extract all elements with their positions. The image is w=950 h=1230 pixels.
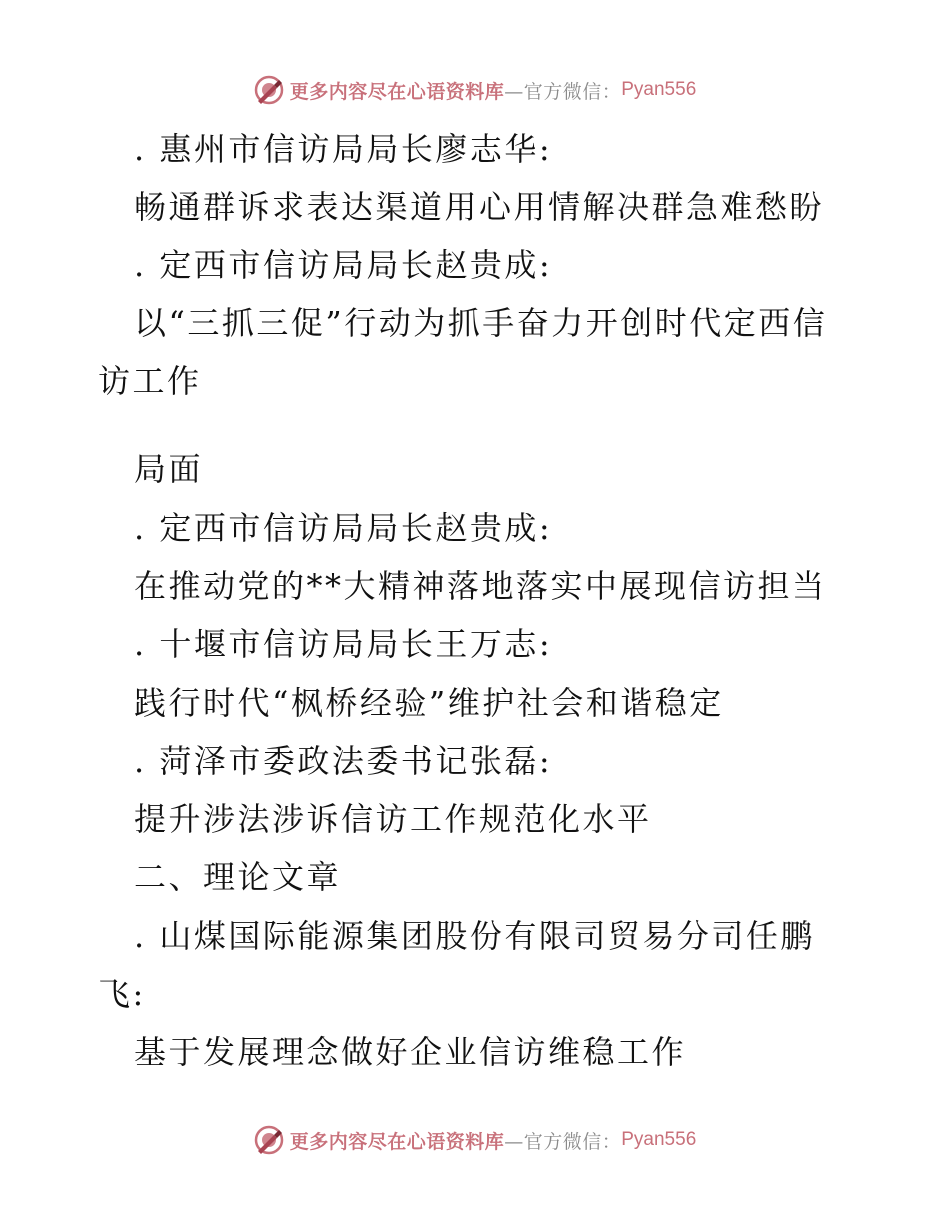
document-line: 基于发展理念做好企业信访维稳工作 (134, 1033, 687, 1071)
header-watermark-separator: —官方微信： (504, 80, 622, 103)
footer-watermark-wechat-id: Pyan556 (621, 1129, 697, 1150)
document-line: 畅通群诉求表达渠道用心用情解决群急难愁盼 (134, 188, 825, 226)
document-line: . 菏泽市委政法委书记张磊: (134, 742, 553, 780)
document-line: . 十堰市信访局局长王万志: (134, 625, 553, 663)
section-heading: 二、理论文章 (134, 858, 342, 896)
document-line: . 定西市信访局局长赵贵成: (134, 246, 553, 284)
document-line: 提升涉法涉诉信访工作规范化水平 (134, 800, 652, 838)
footer-watermark-text: 更多内容尽在心语资料库 (289, 1130, 505, 1153)
document-line: . 山煤国际能源集团股份有限司贸易分司任鹏 (134, 917, 815, 955)
document-line: 飞: (98, 975, 146, 1013)
header-watermark-wechat-id: Pyan556 (621, 79, 697, 100)
header-watermark-text: 更多内容尽在心语资料库 (289, 80, 505, 103)
document-line: 以“三抓三促”行动为抓手奋力开创时代定西信 (134, 304, 828, 342)
document-line: 践行时代“枫桥经验”维护社会和谐稳定 (134, 684, 724, 722)
footer-watermark-separator: —官方微信： (504, 1130, 622, 1153)
document-line: 在推动党的**大精神落地落实中展现信访担当 (134, 567, 827, 605)
pen-logo-icon (254, 1125, 284, 1155)
document-line: . 定西市信访局局长赵贵成: (134, 509, 553, 547)
document-line: 访工作 (98, 362, 202, 400)
footer-watermark-banner (0, 1120, 950, 1160)
document-line: 局面 (134, 450, 204, 488)
document-line: . 惠州市信访局局长廖志华: (134, 130, 553, 168)
